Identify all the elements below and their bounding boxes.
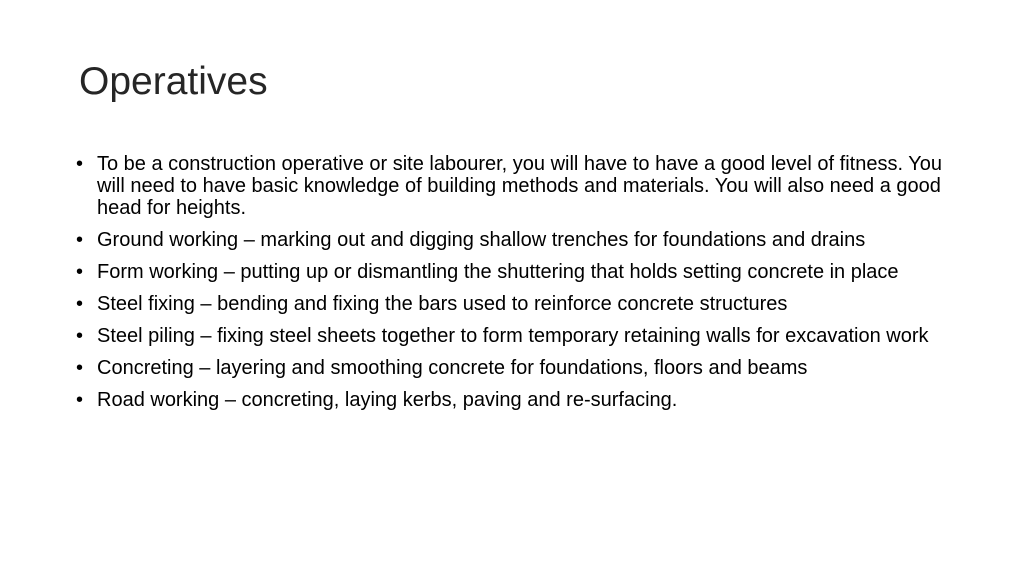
bullet-item-steel-fixing [76, 293, 956, 315]
bullet-text: Concreting – layering and smoothing concrete for foundations, floors and beams [97, 357, 808, 379]
bullet-item-concreting [76, 357, 956, 379]
bullet-icon: • [76, 325, 84, 347]
bullet-text: Steel piling – fixing steel sheets together to form temporary retaining walls for excavation work [97, 325, 929, 347]
bullet-text: To be a construction operative or site labourer, you will have to have a good level of fitness. You will need to have basic knowledge of building methods and materials. You will also need a good head for heights. [97, 153, 942, 219]
bullet-icon: • [76, 357, 84, 379]
bullet-icon: • [76, 153, 84, 175]
bullet-item-road-working [76, 389, 956, 411]
bullet-item-ground-working [76, 229, 956, 251]
bullet-icon: • [76, 293, 84, 315]
bullet-text: Road working – concreting, laying kerbs, paving and re-surfacing. [97, 389, 678, 411]
bullet-text: Steel fixing – bending and fixing the bars used to reinforce concrete structures [97, 293, 788, 315]
bullet-item-form-working [76, 261, 956, 283]
bullet-item-fitness [76, 153, 956, 219]
slide-title: Operatives [79, 60, 268, 103]
bullet-text: Ground working – marking out and digging shallow trenches for foundations and drains [97, 229, 866, 251]
bullet-item-steel-piling [76, 325, 956, 347]
bullet-list [76, 153, 956, 421]
bullet-text: Form working – putting up or dismantling the shuttering that holds setting concrete in place [97, 261, 899, 283]
bullet-icon: • [76, 261, 84, 283]
bullet-icon: • [76, 389, 84, 411]
bullet-icon: • [76, 229, 84, 251]
